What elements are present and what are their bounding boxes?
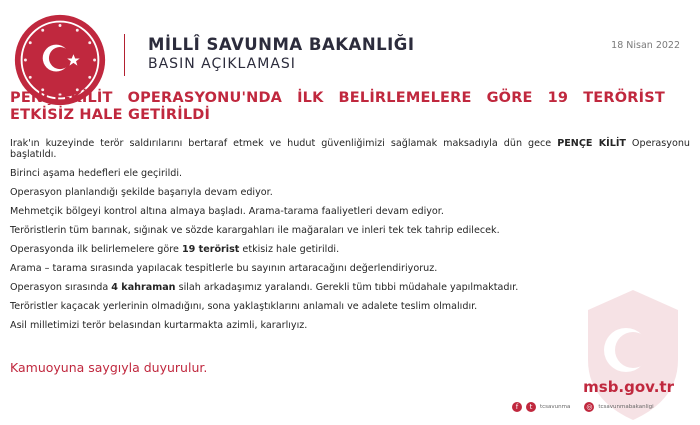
paragraph: Asil milletimizi terör belasından kurtarmakta azimli, kararlıyız. — [10, 320, 308, 331]
paragraph: Birinci aşama hedefleri ele geçirildi. — [10, 168, 183, 179]
header-divider — [124, 34, 125, 76]
instagram-icon[interactable]: ◎ — [586, 403, 593, 411]
paragraph: Irak'ın kuzeyinde terör saldırılarını bertaraf etmek ve hudut güvenliğimizi sağlamak maksadıyla dün gece PENÇE KİLİT Operasyonu başlatıldı. — [10, 138, 691, 160]
ministry-name: MİLLÎ SAVUNMA BAKANLIĞI — [148, 35, 415, 54]
document-type: BASIN AÇIKLAMASI — [148, 56, 296, 72]
paragraph: Operasyon sırasında 4 kahraman silah arkadaşımız yaralandı. Gerekli tüm tıbbi müdahale yapılmaktadır. — [10, 282, 519, 293]
headline: PENÇE-KİLİT OPERASYONU'NDA İLK BELİRLEMELERE GÖRE 19 TERÖRİST ETKİSİZ HALE GETİRİLDİ — [10, 90, 665, 123]
paragraph: Operasyon planlandığı şekilde başarıyla devam ediyor. — [10, 187, 273, 198]
release-date: 18 Nisan 2022 — [611, 40, 680, 51]
paragraph: Arama – tarama sırasında yapılacak tespitlerle bu sayının artaracağını değerlendiriyoruz. — [10, 263, 438, 274]
twitter-icon[interactable]: t — [526, 402, 536, 412]
paragraph: Teröristler kaçacak yerlerinin olmadığını, sona yaklaştıklarını anlamalı ve adalete teslim olmalıdır. — [10, 301, 478, 312]
social-handle[interactable]: tcsavunmabakanligi — [598, 404, 654, 410]
facebook-icon[interactable]: f — [512, 402, 522, 412]
website-link[interactable]: msb.gov.tr — [583, 378, 674, 396]
paragraph: Mehmetçik bölgeyi kontrol altına almaya başladı. Arama-tarama faaliyetleri devam ediyor. — [10, 206, 444, 217]
closing-line: Kamuoyuna saygıyla duyurulur. — [10, 360, 208, 375]
social-handle[interactable]: tcsavunma — [540, 404, 571, 410]
social-links — [512, 402, 664, 412]
paragraph: Operasyonda ilk belirlemelere göre 19 terörist etkisiz hale getirildi. — [10, 244, 340, 255]
paragraph: Teröristlerin tüm barınak, sığınak ve sözde karargahları ile mağaraları ve inleri tek tek tahrip edilecek. — [10, 225, 500, 236]
